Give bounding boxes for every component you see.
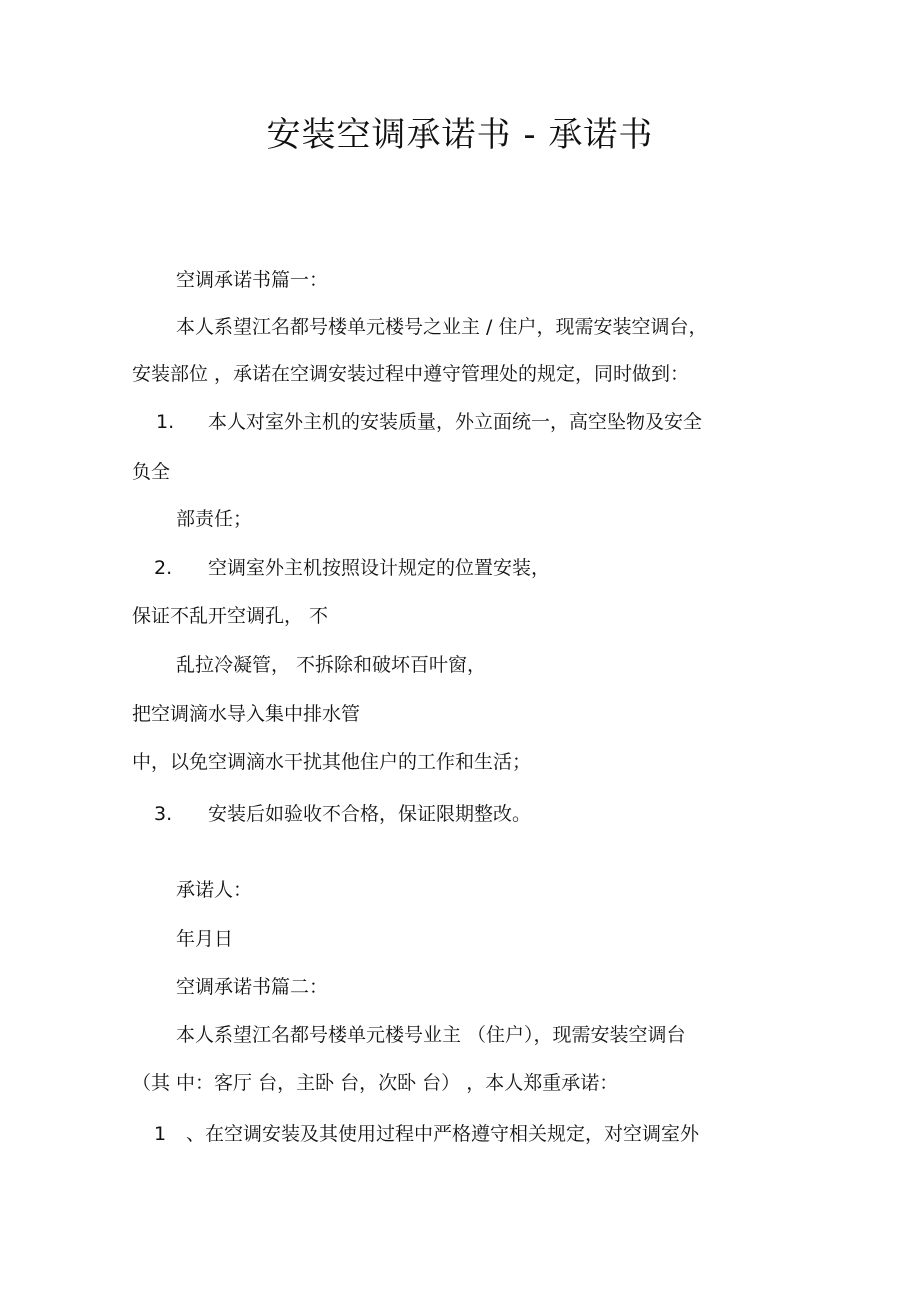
- paragraph-line: 把空调滴水导入集中排水管: [132, 703, 361, 725]
- paragraph-line: （其 中：客厅 台，主卧 台，次卧 台） ，本人郑重承诺：: [132, 1072, 619, 1094]
- list-number: 3.: [154, 803, 173, 825]
- paragraph-line: 保证不乱开空调孔， 不: [132, 605, 329, 627]
- document-title: 安装空调承诺书 - 承诺书: [266, 115, 654, 155]
- list-number: 1.: [156, 411, 175, 433]
- list-number: 1: [154, 1123, 167, 1145]
- section-heading-one: 空调承诺书篇一：: [176, 269, 329, 291]
- list-number: 2.: [154, 557, 173, 579]
- paragraph-line: 乱拉冷凝管， 不拆除和破坏百叶窗，: [176, 654, 487, 676]
- signatory-label: 承诺人：: [176, 879, 253, 901]
- paragraph-line: 中，以免空调滴水干扰其他住户的工作和生活；: [132, 751, 532, 773]
- section-heading-two: 空调承诺书篇二：: [176, 976, 329, 998]
- paragraph-line: 安装部位 ，承诺在空调安装过程中遵守管理处的规定，同时做到：: [132, 363, 690, 385]
- paragraph-line: 本人系望江名都号楼单元楼号之业主 / 住户，现需安装空调台，: [176, 316, 708, 338]
- list-item-text: 安装后如验收不合格，保证限期整改。: [208, 803, 532, 825]
- list-item-text: 、在空调安装及其使用过程中严格遵守相关规定，对空调室外: [186, 1123, 700, 1145]
- paragraph-line: 负全: [132, 461, 171, 483]
- list-item-text: 本人对室外主机的安装质量，外立面统一，高空坠物及安全: [208, 411, 703, 433]
- paragraph-line: 部责任；: [176, 508, 253, 530]
- list-item-text: 空调室外主机按照设计规定的位置安装，: [208, 557, 551, 579]
- paragraph-line: 本人系望江名都号楼单元楼号业主 （住户），现需安装空调台: [176, 1024, 686, 1046]
- date-label: 年月日: [176, 928, 234, 950]
